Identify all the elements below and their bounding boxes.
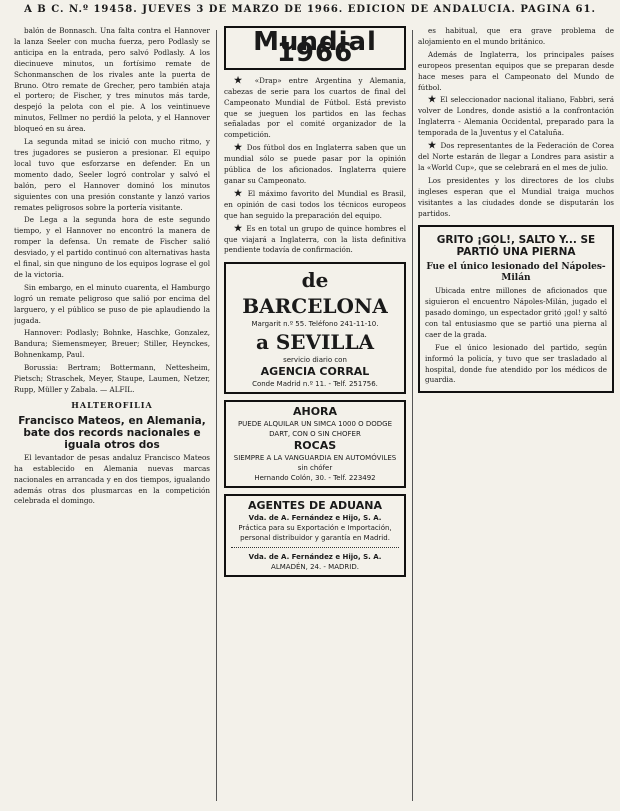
ad-customs	[224, 494, 406, 577]
page-header: A B C. N.º 19458. JUEVES 3 DE MARZO DE 1966. EDICION DE ANDALUCIA. PAGINA 61.	[24, 4, 596, 15]
section-heading: HALTEROFILIA	[71, 399, 153, 410]
article-paragraph	[418, 141, 614, 174]
article-paragraph: es habitual, que era grave problema de alojamiento en el mundo británico.	[418, 26, 614, 46]
star-icon: ★	[428, 95, 441, 106]
mundial-text: El máximo favorito del Mundial es Brasil, en opinión de casi todos los técnicos europeos que han seguido la preparación del equipo.	[224, 188, 406, 220]
star-icon: ★	[234, 75, 255, 86]
ad-address: Margarit n.º 55. Teléfono 241-11-10.	[251, 320, 379, 329]
column-left	[14, 26, 210, 805]
article-paragraph	[418, 95, 614, 139]
mundial-item	[224, 224, 406, 257]
ad-company: Vda. de A. Fernández e Hijo, S. A.	[248, 514, 382, 523]
article-paragraph: La segunda mitad se inició con mucho ritmo, y tres jugadores se pusieron a presionar. El equipo local tuvo que esforzarse en defender. En un momento dado, Seeler logró controlar y salvó el balón, pero el Hannover dominó los minutos siguientes con una presión constante y lanzó varios remates peligrosos sobre la portería visitante.	[14, 137, 210, 212]
ad-destination: a SEVILLA	[255, 330, 375, 355]
star-icon: ★	[234, 223, 247, 234]
ad-service: servicio diario con	[283, 356, 347, 365]
lineup-paragraph: Borussia: Bertram; Bottermann, Nettesheim, Pietsch; Straschek, Meyer, Staupe, Laumen, Netzer, Rupp, Müller y Zabala. — ALFIL.	[14, 363, 210, 394]
ad-title: AHORA	[292, 405, 338, 419]
article-paragraph: Los presidentes y los directores de los clubs ingleses esperan que el Mundial traiga muchos visitantes a las ciudades donde se disputarán los partidos.	[418, 175, 614, 218]
ad-agency: AGENCIA CORRAL	[260, 365, 370, 379]
star-icon: ★	[428, 141, 441, 152]
star-icon: ★	[234, 188, 248, 199]
mundial-text: «Drap» entre Argentina y Alemania, cabezas de serie para los cuartos de final del Campeonato Mundial de Fútbol. Está previsto que se jueguen los partidos en las fechas señaladas por el comité organizador de la competición.	[224, 75, 406, 140]
column-divider	[412, 30, 413, 801]
ad-company: Vda. de A. Fernández e Hijo, S. A.	[248, 553, 382, 562]
mundial-item	[224, 189, 406, 222]
ad-address: Hernando Colón, 30. - Telf. 223492	[254, 474, 376, 483]
ad-text: PUEDE ALQUILAR UN SIMCA 1000 O DODGE DART, CON O SIN CHOFER	[237, 420, 393, 439]
mundial-box	[224, 26, 406, 70]
article-headline: Francisco Mateos, en Alemania, bate dos records nacionales e iguala otros dos	[18, 414, 206, 451]
ad-text: Práctica para su Exportación e Importación, personal distribuidor y garantía en Madrid.	[238, 524, 392, 543]
ad-text: SIEMPRE A LA VANGUARDIA EN AUTOMÓVILES sin chófer	[233, 454, 397, 473]
column-middle	[224, 26, 406, 805]
article-paragraph: balón de Bonnasch. Una falta contra el Hannover la lanza Seeler con mucha fuerza, pero Podlasly se anticipa en la entrada, pero salvó Podlasly. A los diecinueve minutos, un fortísimo remate de Schonmanschen de los rivales ante la puerta de Bruno. Otro remate de Grecher, pero también ataja el portero; de Fischer, y tres minutos más tarde, despejó la pelota con el pie. A los veintinueve minutos, Fellmer no perdió la pelota, y el Hannover bloqueó en su área.	[14, 26, 210, 134]
mundial-item	[224, 143, 406, 187]
article-subhead: Fue el único lesionado del Nápoles-Milán	[426, 262, 606, 284]
article-paragraph: Además de Inglaterra, los principales países europeos presentan equipos que se preparan desde hace meses para el Campeonato del Mundo de fútbol.	[418, 49, 614, 92]
article-text: El seleccionador nacional italiano, Fabbri, será volver de Londres, donde asistió a la confrontación Inglaterra - Alemania Occidental, preparado para la temporada de la Juventus y el Cataluña.	[418, 95, 614, 138]
article-box	[418, 225, 614, 393]
column-divider	[216, 30, 217, 801]
ad-car-rental	[224, 400, 406, 488]
mundial-title: Mundial 1966	[253, 27, 377, 68]
star-icon: ★	[234, 143, 247, 154]
ad-brand: ROCAS	[293, 439, 337, 453]
ad-address: ALMADÉN, 24. - MADRID.	[271, 563, 359, 572]
article-paragraph: De Lega a la segunda hora de este segundo tiempo, y el Hannover no encontró la manera de romper la defensa. Un remate de Fischer salió desviado, y el partido continuó con alternativas hasta el final, sin que ninguno de los equipos lograse el gol de la victoria.	[14, 215, 210, 279]
mundial-text: Dos fútbol dos en Inglaterra saben que un mundial sólo se puede pasar por la opinión pública de los aficionados. Inglaterra quiere ganar su Campeonato.	[224, 143, 406, 185]
column-right	[418, 26, 614, 805]
divider	[231, 547, 399, 548]
article-paragraph: El levantador de pesas andaluz Francisco Mateos ha establecido en Alemania nuevas marcas nacionales en arrancada y en dos tiempos, igualando además otras dos plusmarcas en la competición celebrada el domingo.	[14, 452, 210, 506]
article-paragraph: Ubicada entre millones de aficionados que siguieron el encuentro Nápoles-Milán, jugado el pasado domingo, un espectador gritó ¡gol! y saltó con tal entusiasmo que se partió una pierna al caer de la grada.	[425, 286, 607, 339]
ad-title: AGENTES DE ADUANA	[248, 499, 382, 513]
article-headline: GRITO ¡GOL!, SALTO Y... SE PARTIÓ UNA PIERNA	[436, 234, 596, 259]
article-paragraph: Fue el único lesionado del partido, según informó la policía, y tuvo que ser trasladado al hospital, donde fue atendido por los médicos de guardia.	[425, 342, 607, 385]
mundial-text: Es en total un grupo de quince hombres el que viajará a Inglaterra, con la lista definitiva pendiente todavía de confirmación.	[224, 223, 406, 255]
article-paragraph: Sin embargo, en el minuto cuarenta, el Hamburgo logró un remate peligroso que salió por encima del larguero, y el público se puso de pie aplaudiendo la jugada.	[14, 282, 210, 325]
ad-transport	[224, 262, 406, 394]
ad-origin: de BARCELONA	[242, 268, 388, 319]
lineup-paragraph: Hannover: Podlasly; Bohnke, Haschke, Gonzalez, Bandura; Siemensmeyer, Breuer; Stiller, Heynckes, Bohnenkamp, Paul.	[14, 328, 210, 360]
ad-address: Conde Madrid n.º 11. - Telf. 251756.	[252, 380, 378, 389]
article-text: Dos representantes de la Federación de Corea del Norte estarán de llegar a Londres para asistir a la «World Cup», que se celebrará en el mes de julio.	[418, 141, 614, 172]
mundial-item	[224, 76, 406, 141]
